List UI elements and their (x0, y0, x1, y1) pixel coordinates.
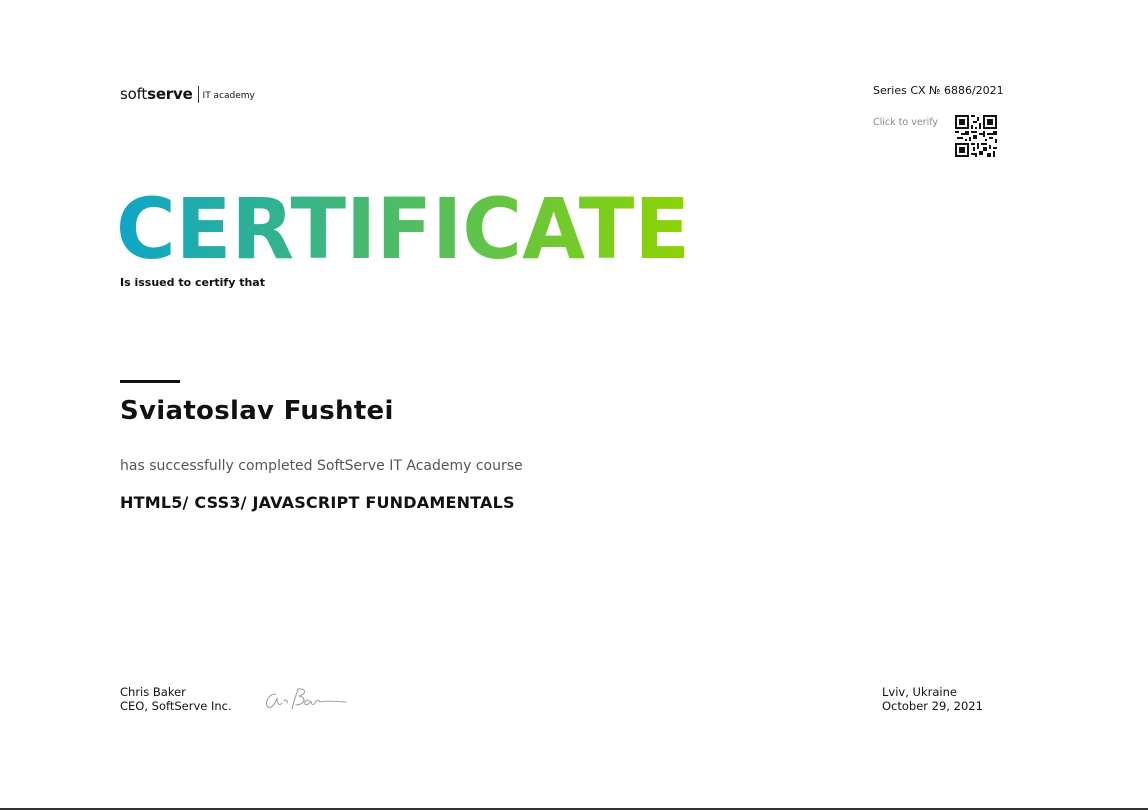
completion-text: has successfully completed SoftServe IT Academy course (120, 458, 523, 474)
signer-block (120, 685, 232, 713)
course-name: HTML5/ CSS3/ JAVASCRIPT FUNDAMENTALS (120, 493, 515, 512)
certificate-title-text: CERTIFICATE (116, 180, 690, 276)
logo-academy-text: IT academy (202, 90, 255, 101)
signer-title: CEO, SoftServe Inc. (120, 699, 232, 713)
qr-code-icon[interactable] (955, 115, 997, 157)
signer-name: Chris Baker (120, 685, 186, 699)
recipient-name: Sviatoslav Fushtei (120, 396, 394, 426)
logo-divider (198, 86, 199, 103)
name-divider (120, 380, 180, 383)
signature-image (262, 686, 348, 712)
series-number: Series CX № 6886/2021 (873, 84, 1004, 97)
issued-label: Is issued to certify that (120, 276, 265, 289)
softserve-logo (120, 84, 255, 104)
logo-soft-text: soft (120, 85, 148, 103)
place-date-block (882, 685, 983, 713)
place: Lviv, Ukraine (882, 685, 957, 699)
certificate-title (116, 176, 696, 276)
issue-date: October 29, 2021 (882, 699, 983, 713)
logo-serve-text: serve (147, 85, 193, 103)
verify-link[interactable]: Click to verify (873, 117, 939, 128)
